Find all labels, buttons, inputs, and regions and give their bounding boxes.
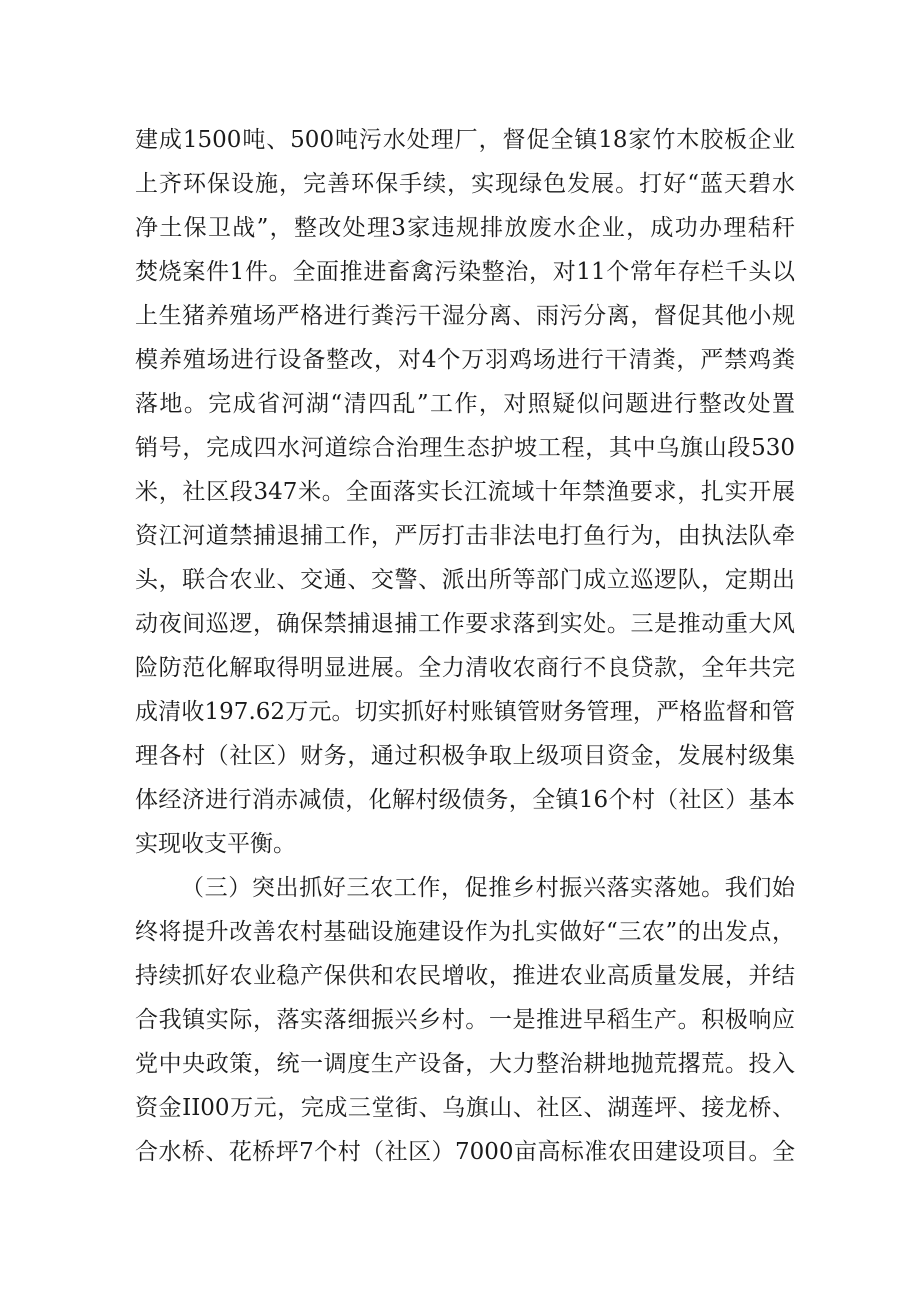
text-line: 险防范化解取得明显进展。全力清收农商行不良贷款，全年共完 [135,655,795,681]
text-line: 资金II00万元，完成三堂街、乌旗山、社区、湖莲坪、接龙桥、 [135,1095,795,1121]
text-line: 实现收支平衡。 [135,831,296,857]
text-line: 体经济进行消赤减债，化解村级债务，全镇16个村（社区）基本 [135,787,795,813]
text-line: 模养殖场进行设备整改，对4个万羽鸡场进行干清粪，严禁鸡粪 [135,347,795,373]
text-line: 米，社区段347米。全面落实长江流域十年禁渔要求，扎实开展 [135,479,795,505]
text-line: 焚烧案件1件。全面推进畜禽污染整治，对11个常年存栏千头以 [135,259,795,285]
text-line: 合我镇实际，落实落细振兴乡村。一是推进早稻生产。积极响应 [135,1007,795,1033]
text-line: 持续抓好农业稳产保供和农民增收，推进农业高质量发展，并结 [135,963,795,989]
text-line: 终将提升改善农村基础设施建设作为扎实做好“三农”的出发点， [135,919,795,945]
text-line: 建成1500吨、500吨污水处理厂，督促全镇18家竹木胶板企业 [135,127,795,153]
text-line: 党中央政策，统一调度生产设备，大力整治耕地抛荒撂荒。投入 [135,1051,795,1077]
text-line: 成清收197.62万元。切实抓好村账镇管财务管理，严格监督和管 [135,699,795,725]
text-line: 资江河道禁捕退捕工作，严厉打击非法电打鱼行为，由执法队牵 [135,523,795,549]
text-line: 动夜间巡逻，确保禁捕退捕工作要求落到实处。三是推动重大风 [135,611,795,637]
text-line: 净土保卫战”，整改处理3家违规排放废水企业，成功办理秸秆 [135,215,795,241]
body-text [135,118,795,1174]
paragraph-1 [135,118,795,866]
text-line: 理各村（社区）财务，通过积极争取上级项目资金，发展村级集 [135,743,795,769]
text-line: 销号，完成四水河道综合治理生态护坡工程，其中乌旗山段530 [135,435,795,461]
text-line: 落地。完成省河湖“清四乱”工作，对照疑似问题进行整改处置 [135,391,795,417]
text-line: 头，联合农业、交通、交警、派出所等部门成立巡逻队，定期出 [135,567,795,593]
section-heading-line: （三）突出抓好三农工作，促推乡村振兴落实落她。我们始 [181,875,795,901]
text-line: 上齐环保设施，完善环保手续，实现绿色发展。打好“蓝天碧水 [135,171,795,197]
paragraph-2 [135,866,795,1174]
text-line: 上生猪养殖场严格进行粪污干湿分离、雨污分离，督促其他小规 [135,303,795,329]
text-line: 合水桥、花桥坪7个村（社区）7000亩高标准农田建设项目。全 [135,1139,795,1165]
